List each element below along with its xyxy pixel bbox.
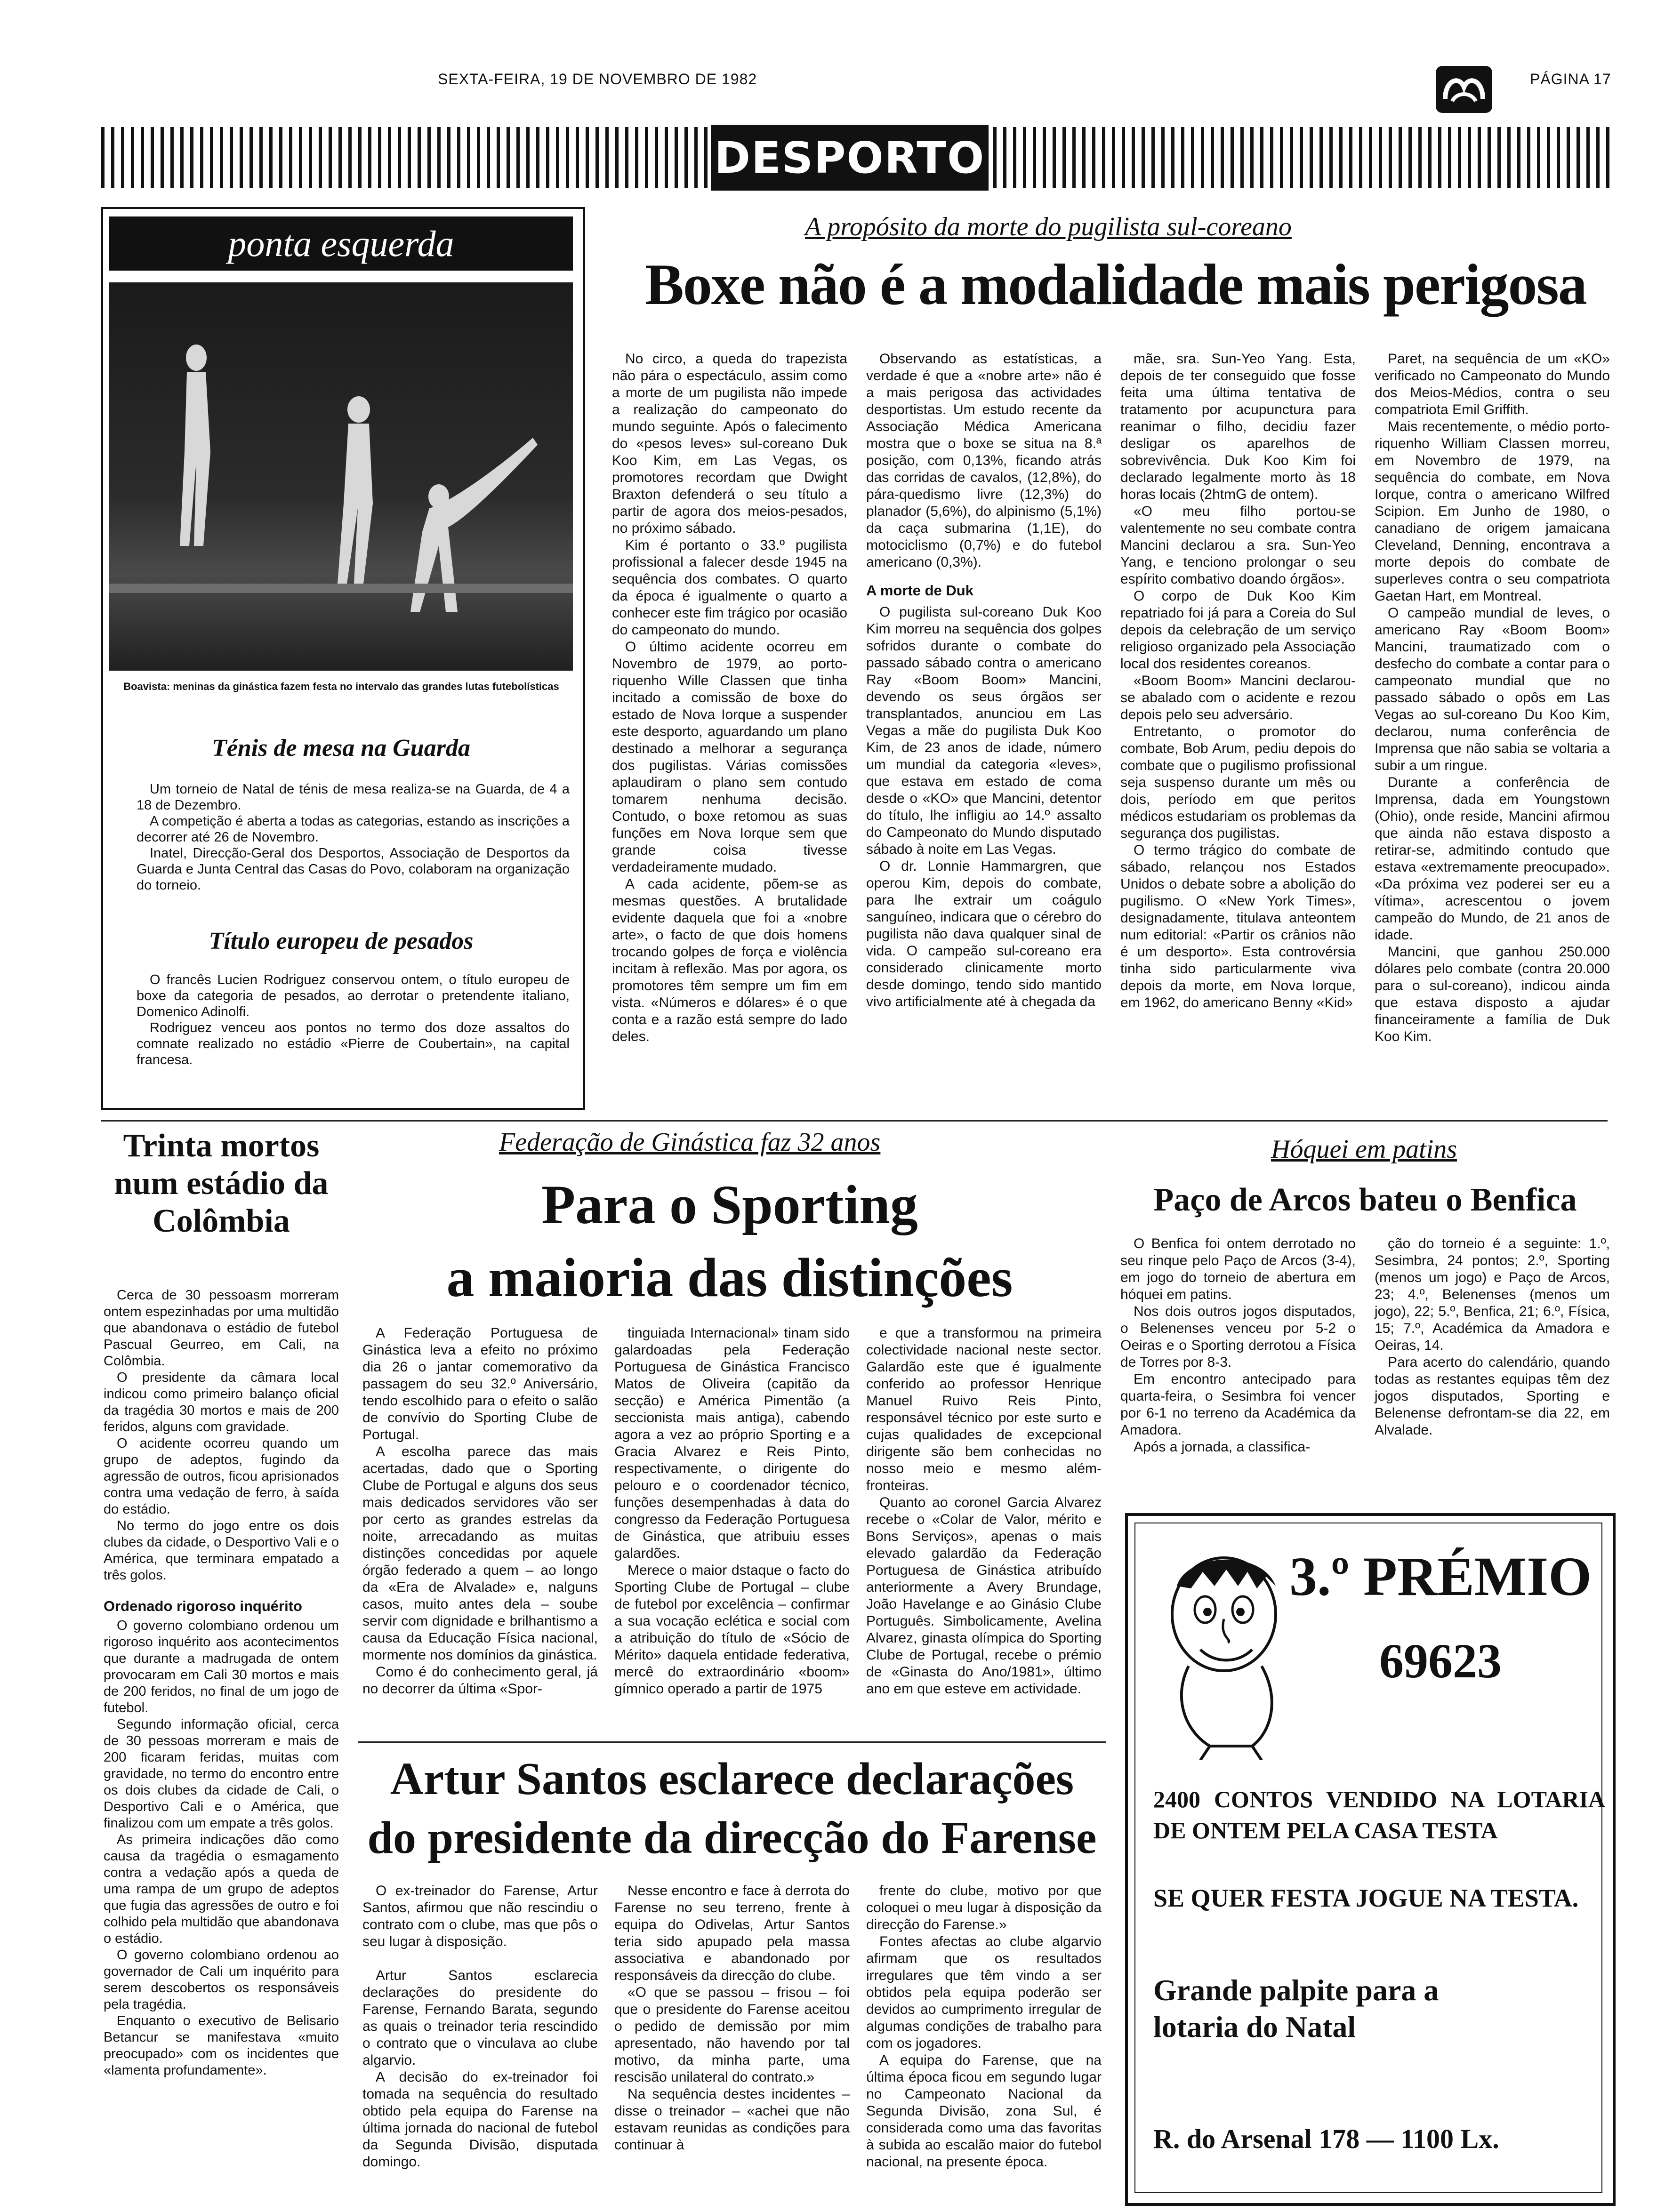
artur-para: Fontes afectas ao clube algarvio afirmam que os resultados irregulares que têm vindo a ser obtidos pela equipa poderão ser devidos ao cumprimento irregular de algumas condições de trabalho para com os jogadores.	[866, 1934, 1102, 2051]
hoquei-para: Para acerto do calendário, quando todas as restantes equipas têm dez jogos disputados, Sporting e Belenense defrontam-se dia 22, em Alvalade.	[1375, 1354, 1610, 1438]
artur-para: Artur Santos esclarecia declarações do presidente do Farense, Fernando Barata, segundo as quais o treinador teria rescindido o contrato que o vinculava ao clube algarvio.	[362, 1968, 598, 2068]
ad-line-1: 2400 CONTOS VENDIDO NA LOTARIA DE ONTEM PELA CASA TESTA	[1153, 1786, 1605, 1843]
sporting-para: Como é do conhecimento geral, já no decorrer da última «Spor-	[362, 1664, 598, 1697]
sporting-col-1	[362, 1325, 598, 1698]
hoquei-para: ção do torneio é a seguinte: 1.º, Sesimbra, 24 pontos; 2.º, Sporting (menos um jogo) e Paço de Arcos, 23; 4.º, Belenenses (menos um jogo), 22; 5.º, Benfica, 21; 6.º, Física, 15; 7.º, Académica da Amadora e Oeiras, 14.	[1375, 1236, 1610, 1353]
artur-rule	[358, 1741, 1106, 1743]
boxe-para: Durante a conferência de Imprensa, dada em Youngstown (Ohio), onde reside, Mancini afirmou que ainda não estava disposto a retirar-se, admitindo contudo que estava «extremamente preocupado». «Da próxima vez poderei ser eu a vítima», acrescentou o jovem campeão do Mundo, de 21 anos de idade.	[1375, 775, 1610, 943]
boxe-kicker: A propósito da morte do pugilista sul-coreano	[805, 212, 1292, 241]
tenis-para: A competição é aberta a todas as categorias, estando as inscrições a decorrer até 26 de Novembro.	[137, 814, 570, 845]
sporting-col-3	[866, 1325, 1102, 1698]
colombia-para: O acidente ocorreu quando um grupo de adeptos, fugindo da agressão de outros, ficou aprisionados contra uma vedação de ferro, à saída do estádio.	[104, 1436, 339, 1517]
hoquei-para: O Benfica foi ontem derrotado no seu rinque pelo Paço de Arcos (3-4), em jogo do torneio de abertura em hóquei em patins.	[1120, 1236, 1356, 1302]
artur-col-3	[866, 1883, 1102, 2171]
boxe-para: Paret, na sequência de um «KO» verificado no Campeonato do Mundo dos Meios-Médios, contra o seu compatriota Emil Griffith.	[1375, 351, 1610, 417]
section-title: DESPORTO	[714, 132, 985, 183]
section-divider	[101, 1120, 1608, 1122]
colombia-subhead: Ordenado rigoroso inquérito	[104, 1598, 302, 1614]
artur-para: A equipa do Farense, que na última época ficou em segundo lugar no Campeonato Nacional da Segunda Divisão, zona Sul, é considerada como uma das favoritas à subida ao escalão maior do futebol nacional, na presente época.	[866, 2052, 1102, 2170]
colombia-para: No termo do jogo entre os dois clubes da cidade, o Desportivo Vali e o América, que terminara empatado a três golos.	[104, 1518, 339, 1583]
boxe-headline: Boxe não é a modalidade mais perigosa	[645, 252, 1586, 317]
boxe-para: «O meu filho portou-se valentemente no seu combate contra Mancini declarou a sra. Sun-Yeo Yang, e tenciono prolongar o seu espírito combativo doando órgãos».	[1120, 504, 1356, 587]
sporting-para: Quanto ao coronel Garcia Alvarez recebe o «Colar de Valor, mérito e Bons Serviços», apenas o mais elevado galardão da Federação Portuguesa de Ginástica atribuído anteriormente a Avery Brundage, João Havelange e ao Ginásio Clube Português. Simbolicamente, Avelina Alvarez, ginasta olímpica do Sporting Clube de Portugal, recebe o prémio de «Ginasta do Ano/1981», último ano em que esteve em actividade.	[866, 1495, 1102, 1697]
colombia-headline: Trinta mortos num estádio da Colômbia	[114, 1128, 329, 1239]
page-number: PÁGINA 17	[1530, 71, 1611, 88]
hoquei-para: Em encontro antecipado para quarta-feira, o Sesimbra foi vencer por 6-1 no terreno da Académica da Amadora.	[1120, 1371, 1356, 1438]
artur-col-2	[614, 1883, 850, 2154]
boxe-col-3	[1120, 351, 1356, 1011]
titulo-body	[137, 972, 570, 1068]
hoquei-para: Após a jornada, a classifica-	[1134, 1439, 1311, 1455]
tenis-headline: Ténis de mesa na Guarda	[212, 735, 470, 761]
sporting-para: Merece o maior dstaque o facto do Sporting Clube de Portugal – clube de futebol por excelência – confirmar a sua vocação eclética e social com a atribuição do título de «Sócio de Mérito» daquela entidade federativa, mercê do extraordinário «boom» gímnico operado a partir de 1975	[614, 1563, 850, 1697]
ponta-title-bar	[109, 216, 573, 271]
boxe-para: Entretanto, o promotor do combate, Bob Arum, pediu depois do combate que o pugilismo profissional seja suspenso durante um mês ou dois, período em que peritos médicos estudariam os problemas da segurança dos pugilistas.	[1120, 724, 1356, 841]
boxe-para: O último acidente ocorreu em Novembro de 1979, ao porto-riquenho Wille Classen que tinha incitado a comissão de boxe do estado de Nova Iorque a suspender este desporto, aguardando um plano destinado a melhorar a segurança dos pugilistas. Várias comissões aplaudiram o plano sem contudo tomarem nenhuma decisão. Contudo, o boxe retomou as suas funções em Nova Iorque sem que grande coisa tivesse verdadeiramente mudado.	[612, 639, 847, 875]
sporting-para: tinguiada Internacional» tinam sido galardoadas pela Federação Portuguesa de Ginástica Francisco Matos de Oliveira (capitão da secção) e América Pimentão (a seccionista mais antiga), cabendo agora a vez ao próprio Sporting e a Gracia Alvarez e Reis Pinto, respectivamente, o dirigente do pelouro e o coordenador técnico, funções desempenhadas à data do congresso da Federação Portuguesa de Ginástica, que atribuiu esses galardões.	[614, 1325, 850, 1561]
tenis-para: Inatel, Direcção-Geral dos Desportos, Associação de Desportos da Guarda e Junta Central das Casas do Povo, colaboram na organização do torneio.	[137, 846, 570, 893]
boxe-para: O campeão mundial de leves, o americano Ray «Boom Boom» Mancini, traumatizado com o desfecho do combate a contar para o campeonato mundial que no passado sábado o opôs em Las Vegas ao sul-coreano Du Koo Kim, declarou, numa conferência de Imprensa que não sabia se voltaria a subir a um ringue.	[1375, 605, 1610, 773]
colombia-body	[104, 1287, 339, 2079]
sporting-para: A Federação Portuguesa de Ginástica leva a efeito no próximo dia 26 o jantar comemorativo da passagem do seu 32.º Aniversário, tendo escolhido para o efeito o salão de convívio do Sporting Clube de Portugal.	[362, 1325, 598, 1443]
colombia-para: Segundo informação oficial, cerca de 30 pessoas morreram e mais de 200 ficaram feridas, muitas com gravidade, no termo do encontro entre os dois clubes da cidade de Cali, o Desportivo Cali e o América, que finalizou com um empate a três golos.	[104, 1717, 339, 1831]
newspaper-logo-icon	[1436, 66, 1492, 113]
colombia-para: O governo colombiano ordenou ao governador de Cali um inquérito para serem descobertos os responsáveis pela tragédia.	[104, 1948, 339, 2012]
ad-line-2: SE QUER FESTA JOGUE NA TESTA.	[1153, 1884, 1579, 1912]
sporting-para: A escolha parece das mais acertadas, dado que o Sporting Clube de Portugal e alguns dos seus mais dedicados servidores vão ser por certo as grandes estrelas da noite, arrecadando as muitas distinções concedidas por aquele órgão federado a quem – ao longo da «Era de Alvalade» e, nalguns casos, muito antes dela – soube servir com dignidade e brilhantismo a causa da Educação Física nacional, mormente nos domínios da ginástica.	[362, 1444, 598, 1663]
issue-date: SEXTA-FEIRA, 19 DE NOVEMBRO DE 1982	[438, 71, 757, 88]
colombia-para: Cerca de 30 pessoasm morreram ontem espezinhadas por uma multidão que abandonava o estádio de futebol Pascual Geurreo, em Cali, na Colômbia.	[104, 1288, 339, 1369]
prize-label: 3.º PRÉMIO	[1289, 1546, 1592, 1607]
boxe-para: Kim é portanto o 33.º pugilista profissional a falecer desde 1945 na sequência dos combates. O quarto da época é igualmente o quarto a conhecer este fim trágico por ocasião do campeonato do mundo.	[612, 537, 847, 638]
boxe-para: O dr. Lonnie Hammargren, que operou Kim, depois do combate, para lhe extrair um coágulo sanguíneo, indicara que o cérebro do pugilista não dava qualquer sinal de vida. O campeão sul-coreano era considerado clinicamente morto desde domingo, tendo sido mantido vivo artificialmente até à chegada da	[866, 858, 1102, 1010]
boxe-subhead: A morte de Duk	[866, 582, 973, 599]
hoquei-headline: Paço de Arcos bateu o Benfica	[1153, 1182, 1577, 1218]
tenis-para: Um torneio de Natal de ténis de mesa realiza-se na Guarda, de 4 a 18 de Dezembro.	[137, 782, 570, 813]
photo-caption: Boavista: meninas da ginástica fazem festa no intervalo das grandes lutas futebolísticas	[123, 681, 559, 692]
ad-address: R. do Arsenal 178 — 1100 Lx.	[1153, 2124, 1499, 2154]
boxe-para: Mancini, que ganhou 250.000 dólares pelo combate (contra 20.000 para o sul-coreano), indicou ainda que estava disposto a ajudar financeiramente a família de Duk Koo Kim.	[1375, 944, 1610, 1044]
titulo-headline: Título europeu de pesados	[209, 928, 474, 954]
sporting-headline-2: a maioria das distinções	[446, 1247, 1013, 1308]
boxe-para: mãe, sra. Sun-Yeo Yang. Esta, depois de ter conseguido que fosse feita uma última tentativa de tratamento por acupunctura para reanimar o filho, decidiu fazer desligar os aparelhos de sobrevivência. Duk Koo Kim foi declarado legalmente morto às 18 horas locais (2htmG de ontem).	[1120, 351, 1356, 502]
artur-col-1	[362, 1883, 598, 2171]
artur-headline-1: Artur Santos esclarece declarações	[390, 1754, 1074, 1804]
hoquei-kicker: Hóquei em patins	[1271, 1135, 1457, 1164]
artur-para: Na sequência destes incidentes – disse o treinador – «achei que não estavam reunidas as condições para continuar à	[614, 2086, 850, 2153]
ponta-title: ponta esquerda	[228, 223, 454, 264]
sporting-headline-1: Para o Sporting	[541, 1174, 918, 1235]
boxe-col-2	[866, 351, 1102, 1010]
boxe-col-1	[612, 351, 847, 1045]
boxe-para: O pugilista sul-coreano Duk Koo Kim morreu na sequência dos golpes sofridos durante o combate do passado sábado contra o americano Ray «Boom Boom» Mancini, devendo os seus órgãos ser transplantados, anunciou em Las Vegas a mãe do pugilista Duk Koo Kim, de 23 anos de idade, número um mundial da categoria «leves», que estava em estado de coma desde o «KO» que Mancini, detentor do título, lhe infligiu ao 14.º assalto do Campeonato do Mundo disputado sábado à noite em Las Vegas.	[866, 604, 1102, 857]
titulo-para: Rodriguez venceu aos pontos no termo dos doze assaltos do comnate realizado no estádio «Pierre de Coubertain», na capital francesa.	[137, 1020, 570, 1067]
boxe-para: Mais recentemente, o médio porto-riquenho William Classen morreu, em Novembro de 1979, na sequência do combate, em Nova Iorque, contra o americano Wilfred Scipion. Em Junho de 1980, o canadiano de origem jamaicana Cleveland, Denning, encontrava a morte depois do combate de superleves contra o seu compatriota Gaetan Hart, em Montreal.	[1375, 419, 1610, 604]
colombia-para: O governo colombiano ordenou um rigoroso inquérito aos acontecimentos que durante a madrugada de ontem provocaram em Cali 30 mortos e mais de 200 feridos, no final de um jogo de futebol.	[104, 1618, 339, 1715]
colombia-para: As primeira indicações dão como causa da tragédia o esmagamento contra a vedação após a queda de uma rampa de um grupo de adeptos que fugia das agressões de outro e foi colhido pela multidão que abandonava o estádio.	[104, 1832, 339, 1946]
ad-line-3: Grande palpite para a lotaria do Natal	[1153, 1973, 1439, 2044]
sporting-para: e que a transformou na primeira colectividade nacional neste sector. Galardão este que é igualmente conferido ao professor Henrique Manuel Ruivo Reis Pinto, responsável técnico por este surto e cujas qualidades de excepcional dirigente são bem conhecidas no nosso meio e mesmo além-fronteiras.	[866, 1325, 1102, 1493]
artur-para: A decisão do ex-treinador foi tomada na sequência do resultado obtido pela equipa do Farense na última jornada do nacional de futebol da Segunda Divisão, disputada domingo.	[362, 2069, 598, 2170]
boxe-para: O corpo de Duk Koo Kim repatriado foi já para a Coreia do Sul depois da celebração de um serviço religioso organizado pela Associação local dos residentes coreanos.	[1120, 588, 1356, 672]
section-banner	[711, 125, 989, 191]
boxe-para: Observando as estatísticas, a verdade é que a «nobre arte» não é a mais perigosa das actividades desportistas. Um estudo recente da Associação Médica Americana mostra que o boxe se situa na 8.ª posição, com 0,13%, ficando atrás das corridas de cavalos, (12,8%), do pára-quedismo livre (12,3%) do planador (5,6%), do alpinismo (5,1%) da caça submarina (1,1E), do motociclismo (0,7%) e do futebol americano (0,3%).	[866, 351, 1102, 570]
boxe-para: «Boom Boom» Mancini declarou-se abalado com o acidente e rezou depois pelo seu adversário.	[1120, 673, 1356, 722]
tenis-body	[137, 781, 570, 893]
artur-para: O ex-treinador do Farense, Artur Santos, afirmou que não rescindiu o contrato com o clube, mas que pôs o seu lugar à disposição.	[362, 1883, 598, 1949]
prize-number: 69623	[1379, 1634, 1502, 1688]
section-bar-right	[993, 127, 1610, 188]
boxe-para: O termo trágico do combate de sábado, relançou nos Estados Unidos o debate sobre a abolição do pugilismo. O «New York Times», designadamente, titulava anteontem num editorial: «Partir os crânios não é um desporto». Esta controvérsia tinha sido particularmente viva depois da morte, em Nova Iorque, em 1962, do americano Benny «Kid»	[1120, 842, 1356, 1010]
artur-para: Nesse encontro e face à derrota do Farense no seu terreno, frente à equipa do Odivelas, Artur Santos teria sido apupado pela massa associativa e abandonado por responsáveis da direcção do clube.	[614, 1883, 850, 1983]
colombia-para: Enquanto o executivo de Belisario Betancur se manifestava «muito preocupado» com os incidentes que «lamenta profundamente».	[104, 2013, 339, 2078]
boxe-para: No circo, a queda do trapezista não pára o espectáculo, assim como a morte de um pugilista não impede a realização do campeonato do mundo seguinte. Após o falecimento do «pesos leves» sul-coreano Duk Koo Kim, em Las Vegas, os promotores recordam que Dwight Braxton defenderá o seu título a partir de agora dos meios-pesados, no próximo sábado.	[612, 351, 847, 536]
sporting-kicker: Federação de Ginástica faz 32 anos	[499, 1128, 881, 1157]
hoquei-para: Nos dois outros jogos disputados, o Belenenses venceu por 5-2 o Oeiras e o Sporting derrotou a Física de Torres por 8-3.	[1120, 1304, 1356, 1370]
boxe-col-4	[1375, 351, 1610, 1045]
colombia-para: O presidente da câmara local indicou como primeiro balanço oficial da tragédia 30 mortos e mais de 200 feridos, alguns com gravidade.	[104, 1370, 339, 1435]
artur-para: «O que se passou – frisou – foi que o presidente do Farense aceitou o pedido de demissão por mim apresentado, não havendo por tal motivo, da minha parte, uma rescisão unilateral do contrato.»	[614, 1985, 850, 2085]
section-bar-left	[101, 127, 708, 188]
hoquei-col-2	[1375, 1235, 1610, 1439]
hoquei-col-1	[1120, 1235, 1356, 1456]
boxe-para: A cada acidente, põem-se as mesmas questões. A brutalidade evidente daquela que foi a «nobre arte», o facto de que dois homens trocando golpes de força e violência incitam à reflexão. Mas por agora, os promotores têm sempre um fim em vista. «Números e dólares» é o que conta e a razão está sempre do lado deles.	[612, 876, 847, 1044]
titulo-para: O francês Lucien Rodriguez conservou ontem, o título europeu de boxe da categoria de pesados, ao derrotar o pretendente italiano, Domenico Adinolfi.	[137, 972, 570, 1019]
sporting-col-2	[614, 1325, 850, 1698]
artur-headline-2: do presidente da direcção do Farense	[367, 1812, 1097, 1863]
gymnastics-photo	[109, 282, 573, 671]
artur-para: frente do clube, motivo por que coloquei o meu lugar à disposição da direcção do Farense.»	[866, 1883, 1102, 1932]
